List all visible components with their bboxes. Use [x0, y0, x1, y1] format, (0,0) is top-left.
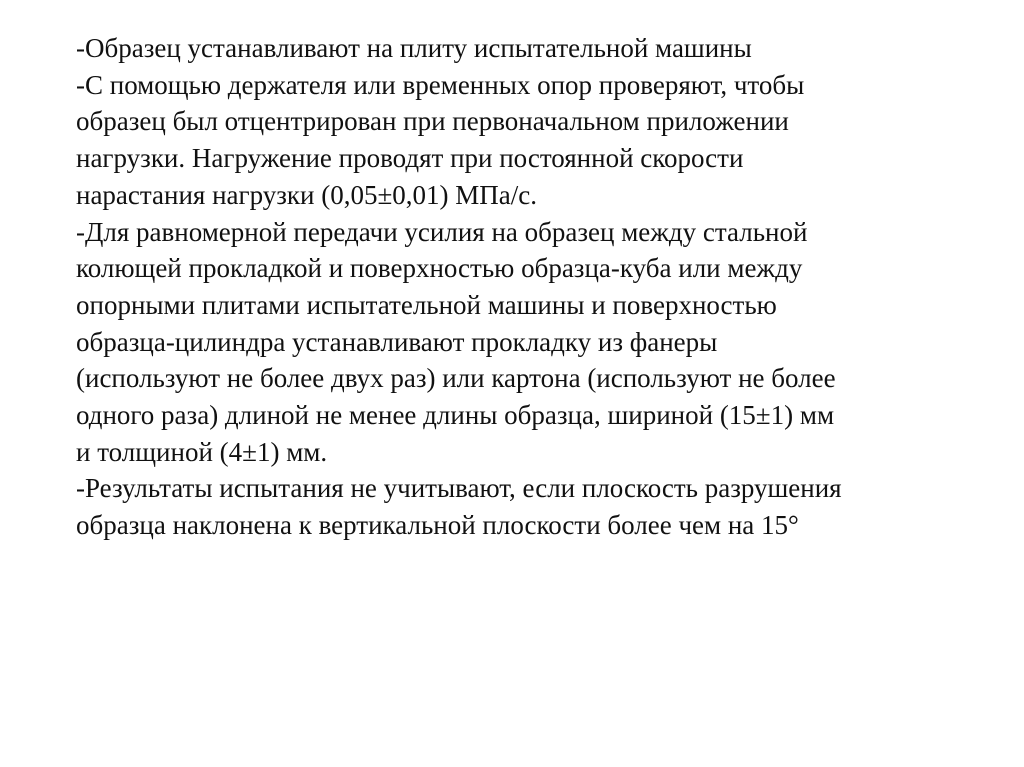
- slide-text: [76, 30, 996, 544]
- text-line: колющей прокладкой и поверхностью образца-куба или между: [76, 253, 803, 284]
- text-line: одного раза) длиной не менее длины образца, шириной (15±1) мм: [76, 400, 835, 431]
- text-line: образец был отцентрирован при первоначальном приложении: [76, 106, 789, 137]
- text-line: -Результаты испытания не учитывают, если плоскость разрушения: [76, 473, 842, 504]
- text-line: и толщиной (4±1) мм.: [76, 436, 328, 467]
- text-line: образца наклонена к вертикальной плоскости более чем на 15°: [76, 510, 799, 541]
- text-line: нагрузки. Нагружение проводят при постоянной скорости: [76, 143, 744, 174]
- text-line: -Для равномерной передачи усилия на образец между стальной: [76, 216, 808, 247]
- text-line: опорными плитами испытательной машины и поверхностью: [76, 289, 777, 320]
- text-line: образца-цилиндра устанавливают прокладку из фанеры: [76, 326, 718, 357]
- text-line: -Образец устанавливают на плиту испытательной машины: [76, 33, 752, 63]
- text-line: нарастания нагрузки (0,05±0,01) МПа/с.: [76, 179, 537, 210]
- text-line: (используют не более двух раз) или картона (используют не более: [76, 363, 836, 394]
- text-line: -С помощью держателя или временных опор проверяют, чтобы: [76, 69, 805, 100]
